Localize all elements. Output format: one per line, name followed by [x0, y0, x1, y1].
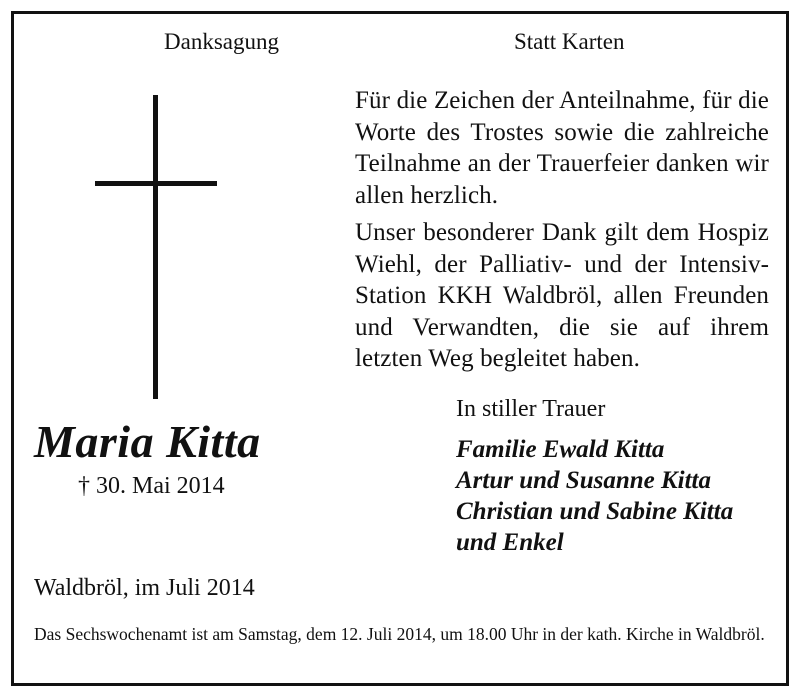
mourner-name: und Enkel [456, 529, 564, 556]
thanks-paragraph-1: Für die Zeichen der Anteilnahme, für die Worte des Trostes sowie die zahlreiche Teilnahme an der Trauerfeier danken wir allen herzlich. [355, 87, 769, 209]
mass-notice: Das Sechswochenamt ist am Samstag, dem 12. Juli 2014, um 18.00 Uhr in der kath. Kirche in Waldbröl. [34, 624, 765, 644]
heading-statt-karten: Statt Karten [514, 29, 625, 54]
mourner-name: Familie Ewald Kitta [456, 436, 665, 463]
thanks-paragraph-2: Unser besonderer Dank gilt dem Hospiz Wiehl, der Palliativ- und der Intensiv-Station KKH Waldbröl, allen Freunden und Verwandten, die sie auf ihrem letzten Weg begleitet haben. [355, 219, 769, 372]
deceased-name: Maria Kitta [34, 416, 261, 467]
mourning-label: In stiller Trauer [456, 396, 606, 422]
death-date: † 30. Mai 2014 [78, 473, 225, 499]
cross-vertical-bar [153, 95, 158, 399]
mourner-name: Artur und Susanne Kitta [456, 467, 711, 494]
mourner-name: Christian und Sabine Kitta [456, 498, 734, 525]
cross-horizontal-bar [95, 181, 217, 186]
mourner-list [456, 434, 733, 558]
place-date: Waldbröl, im Juli 2014 [34, 575, 255, 601]
heading-danksagung: Danksagung [164, 29, 279, 54]
